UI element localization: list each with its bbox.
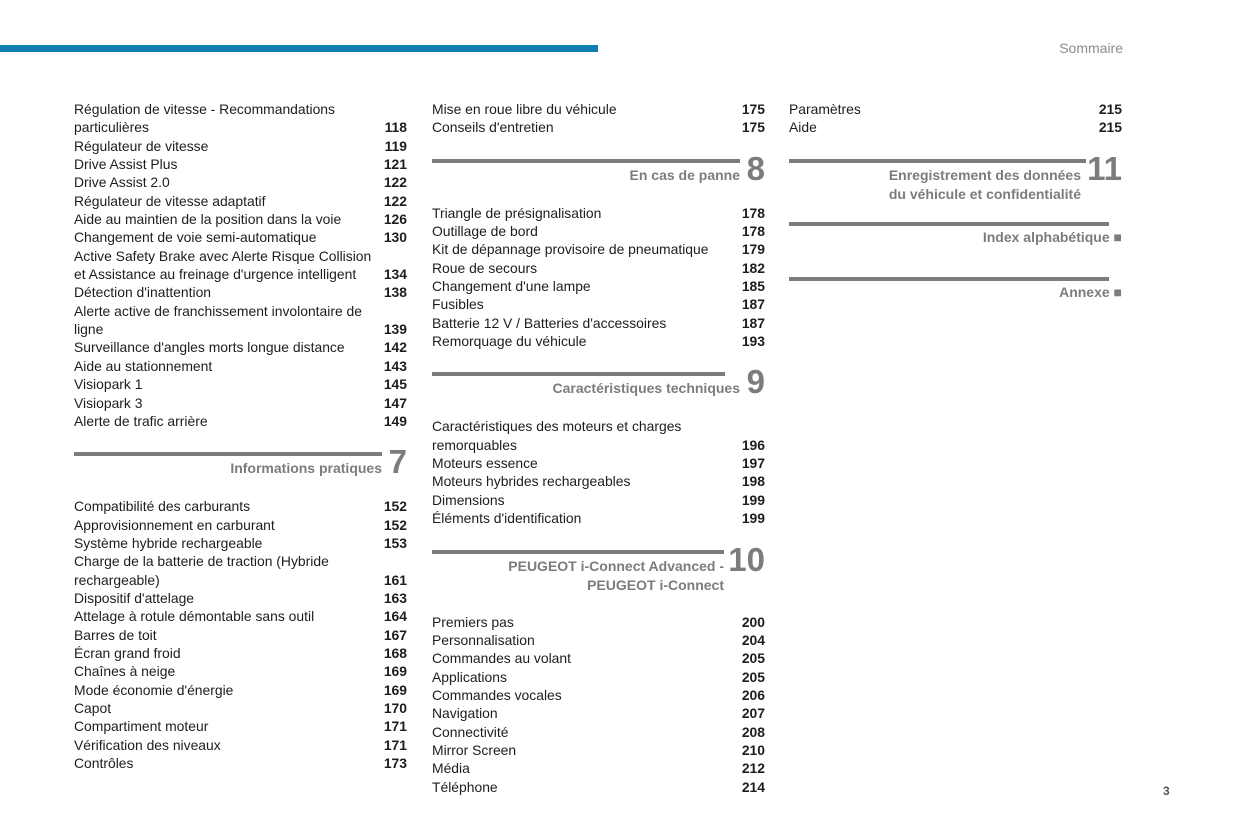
toc-entry-title: Navigation (432, 705, 498, 722)
toc-entry[interactable] (74, 717, 407, 735)
toc-entry[interactable] (74, 516, 407, 534)
toc-entry-title: Changement de voie semi-automatique (74, 229, 317, 246)
toc-entry[interactable] (432, 631, 765, 649)
section-number: 11 (1087, 149, 1122, 187)
toc-entry-title: Surveillance d'angles morts longue distance (74, 339, 345, 356)
toc-entry-title: Kit de dépannage provisoire de pneumatique (432, 241, 709, 258)
toc-entry-page: 122 (383, 192, 407, 209)
toc-entry-title: Compartiment moteur (74, 718, 209, 735)
section-divider (432, 372, 725, 376)
toc-entry-title: Charge de la batterie de traction (Hybride rechargeable) (74, 553, 329, 588)
toc-list (432, 613, 765, 796)
toc-entry-page: 164 (383, 608, 407, 625)
section-header-10 (432, 540, 765, 613)
toc-entry-page: 178 (741, 204, 765, 221)
toc-entry-page: 130 (383, 229, 407, 246)
toc-entry-title: Approvisionnement en carburant (74, 516, 275, 533)
toc-entry-title: Chaînes à neige (74, 663, 176, 680)
toc-entry-page: 198 (741, 473, 765, 490)
toc-entry-page: 212 (741, 760, 765, 777)
toc-entry-title: Mise en roue libre du véhicule (432, 101, 617, 117)
toc-list (74, 497, 407, 772)
toc-entry[interactable] (74, 137, 407, 155)
toc-entry[interactable] (74, 100, 407, 137)
toc-entry[interactable] (74, 589, 407, 607)
toc-entry-title: Batterie 12 V / Batteries d'accessoires (432, 314, 667, 331)
toc-entry-page: 134 (383, 266, 407, 283)
toc-entry-page: 215 (1098, 119, 1122, 136)
toc-entry-page: 175 (741, 119, 765, 136)
toc-entry-title: Moteurs hybrides rechargeables (432, 473, 631, 490)
toc-entry[interactable] (432, 118, 765, 136)
toc-entry[interactable] (74, 412, 407, 430)
toc-entry-page: 118 (384, 119, 407, 136)
toc-entry[interactable] (432, 686, 765, 704)
toc-entry-title: Régulation de vitesse - Recommandations particulières (74, 101, 335, 136)
toc-entry[interactable] (74, 173, 407, 191)
toc-entry-title: Premiers pas (432, 613, 514, 630)
toc-entry-page: 152 (383, 516, 407, 533)
toc-entry[interactable] (432, 509, 765, 527)
toc-entry-page: 168 (383, 644, 407, 661)
toc-entry[interactable] (74, 552, 407, 589)
toc-entry-title: Détection d'inattention (74, 284, 212, 301)
toc-entry-title: Remorquage du véhicule (432, 333, 587, 350)
toc-entry-page: 119 (384, 137, 407, 154)
toc-entry[interactable] (432, 100, 765, 118)
toc-entry-title: Téléphone (432, 778, 498, 795)
toc-entry[interactable] (432, 649, 765, 667)
toc-entry-page: 163 (383, 589, 407, 606)
toc-entry-page: 175 (741, 101, 765, 117)
toc-entry-title: Commandes au volant (432, 650, 571, 667)
toc-entry[interactable] (74, 228, 407, 246)
toc-entry-page: 169 (383, 663, 407, 680)
toc-entry-page: 171 (383, 736, 407, 753)
section-header-11 (789, 149, 1122, 222)
toc-list (432, 100, 765, 137)
toc-entry[interactable] (74, 192, 407, 210)
toc-entry[interactable] (74, 644, 407, 662)
toc-entry[interactable] (432, 723, 765, 741)
toc-entry-title: Connectivité (432, 723, 509, 740)
toc-column-1 (74, 100, 407, 772)
toc-entry-title: Compatibilité des carburants (74, 498, 251, 515)
toc-entry-title: Applications (432, 668, 507, 685)
toc-entry-title: Moteurs essence (432, 455, 538, 472)
toc-entry-page: 197 (741, 455, 765, 472)
section-label: Caractéristiques techniques (552, 380, 740, 397)
toc-entry-page: 171 (383, 718, 407, 735)
toc-entry[interactable] (74, 302, 407, 339)
section-header-index (789, 222, 1122, 268)
annexe-link[interactable]: Annexe ■ (1059, 283, 1122, 300)
toc-entry-page: 205 (741, 668, 765, 685)
toc-entry-title: Fusibles (432, 296, 484, 313)
toc-entry-page: 210 (741, 741, 765, 758)
section-divider (789, 159, 1086, 163)
toc-entry-page: 173 (383, 755, 407, 771)
toc-entry[interactable] (432, 222, 765, 240)
section-divider (789, 222, 1109, 226)
toc-entry-title: Alerte active de franchissement involontaire de ligne (74, 302, 363, 338)
top-accent-bar (0, 45, 598, 52)
toc-entry-page: 214 (741, 778, 765, 795)
section-header-annexe (789, 277, 1122, 323)
toc-entry-page: 187 (741, 314, 765, 331)
toc-entry[interactable] (432, 417, 765, 454)
toc-entry-title: Dimensions (432, 491, 505, 508)
toc-entry-page: 138 (383, 284, 407, 301)
toc-entry-page: 215 (1098, 101, 1122, 117)
toc-entry[interactable] (74, 681, 407, 699)
toc-entry[interactable] (432, 240, 765, 258)
toc-entry-page: 145 (383, 376, 407, 393)
toc-entry-title: Barres de toit (74, 626, 157, 643)
toc-entry[interactable] (432, 668, 765, 686)
section-number: 10 (728, 540, 765, 578)
toc-entry[interactable] (432, 741, 765, 759)
toc-entry-page: 205 (741, 650, 765, 667)
toc-entry[interactable] (432, 204, 765, 222)
toc-entry[interactable] (432, 704, 765, 722)
toc-entry[interactable] (432, 472, 765, 490)
toc-entry-title: Média (432, 760, 470, 777)
toc-entry-title: Drive Assist 2.0 (74, 174, 170, 191)
toc-entry[interactable] (74, 497, 407, 515)
toc-entry[interactable] (74, 338, 407, 356)
toc-entry-title: Roue de secours (432, 259, 538, 276)
toc-entry-title: Système hybride rechargeable (74, 534, 263, 551)
toc-entry-page: 122 (383, 174, 407, 191)
toc-entry[interactable] (74, 736, 407, 754)
toc-entry[interactable] (74, 357, 407, 375)
toc-entry-page: 161 (383, 571, 407, 588)
toc-column-2 (432, 100, 765, 796)
toc-entry-title: Aide (789, 119, 817, 136)
toc-entry[interactable] (74, 662, 407, 680)
toc-entry-page: 193 (741, 333, 765, 350)
toc-entry-title: Régulateur de vitesse adaptatif (74, 192, 266, 209)
toc-entry-page: 139 (383, 321, 407, 338)
toc-entry-page: 147 (383, 394, 407, 411)
toc-entry[interactable] (74, 283, 407, 301)
toc-entry[interactable] (432, 259, 765, 277)
toc-entry[interactable] (432, 295, 765, 313)
section-number: 9 (746, 363, 765, 401)
toc-entry-title: Vérification des niveaux (74, 736, 221, 753)
toc-entry-page: 170 (383, 699, 407, 716)
toc-entry[interactable] (74, 534, 407, 552)
toc-entry-title: Écran grand froid (74, 644, 181, 661)
toc-entry-title: Caractéristiques des moteurs et charges remorquables (432, 418, 682, 453)
toc-entry[interactable] (432, 454, 765, 472)
toc-entry[interactable] (432, 332, 765, 350)
toc-entry-page: 199 (741, 491, 765, 508)
toc-entry[interactable] (74, 607, 407, 625)
toc-entry[interactable] (74, 754, 407, 772)
index-link[interactable]: Index alphabétique ■ (982, 228, 1122, 245)
toc-entry-page: 204 (741, 631, 765, 648)
toc-entry-page: 207 (741, 705, 765, 722)
section-divider (74, 452, 382, 456)
section-label-line: PEUGEOT i-Connect Advanced - (508, 557, 724, 574)
toc-entry-title: Dispositif d'attelage (74, 589, 195, 606)
toc-entry-page: 208 (741, 723, 765, 740)
toc-entry[interactable] (74, 699, 407, 717)
toc-entry-title: Éléments d'identification (432, 510, 582, 527)
toc-list (789, 100, 1122, 137)
toc-entry[interactable] (74, 626, 407, 644)
toc-column-3 (789, 100, 1122, 323)
section-label: Informations pratiques (230, 460, 382, 477)
toc-entry-page: 196 (741, 436, 765, 453)
toc-entry-title: Attelage à rotule démontable sans outil (74, 608, 315, 625)
section-label-line: PEUGEOT i-Connect (587, 576, 724, 593)
toc-entry-page: 121 (383, 156, 407, 173)
section-label-line: du véhicule et confidentialité (888, 185, 1081, 202)
toc-entry[interactable] (432, 314, 765, 332)
toc-entry-page: 169 (383, 681, 407, 698)
section-divider (432, 159, 740, 163)
toc-entry-title: Drive Assist Plus (74, 156, 178, 173)
toc-entry-page: 206 (741, 686, 765, 703)
toc-entry-title: Capot (74, 699, 112, 716)
toc-entry-page: 153 (383, 534, 407, 551)
toc-list (432, 417, 765, 527)
toc-entry-page: 126 (383, 211, 407, 228)
toc-entry[interactable] (74, 210, 407, 228)
toc-entry[interactable] (789, 100, 1122, 118)
toc-entry-title: Aide au maintien de la position dans la voie (74, 211, 342, 228)
toc-entry[interactable] (74, 375, 407, 393)
page-title: Sommaire (1059, 40, 1123, 56)
page-number: 3 (1163, 784, 1170, 798)
toc-entry-page: 143 (383, 357, 407, 374)
toc-entry-title: Personnalisation (432, 631, 535, 648)
toc-entry-title: Outillage de bord (432, 223, 538, 240)
toc-entry-page: 167 (383, 626, 407, 643)
section-divider (789, 277, 1109, 281)
toc-entry[interactable] (74, 394, 407, 412)
toc-entry[interactable] (432, 759, 765, 777)
section-number: 7 (388, 443, 407, 481)
toc-entry-title: Régulateur de vitesse (74, 137, 209, 154)
toc-entry-title: Triangle de présignalisation (432, 204, 602, 221)
toc-entry-page: 149 (383, 412, 407, 429)
section-header-8 (432, 149, 765, 204)
toc-entry-title: Mirror Screen (432, 741, 517, 758)
section-divider (432, 550, 724, 554)
toc-entry[interactable] (789, 118, 1122, 136)
toc-entry-title: Commandes vocales (432, 686, 562, 703)
toc-entry-page: 200 (741, 613, 765, 630)
toc-entry-title: Visiopark 1 (74, 376, 143, 393)
section-label: En cas de panne (629, 166, 740, 183)
toc-entry-title: Aide au stationnement (74, 357, 213, 374)
toc-entry-page: 152 (383, 498, 407, 515)
toc-entry-page: 187 (741, 296, 765, 313)
toc-entry-title: Contrôles (74, 755, 134, 771)
section-label (508, 557, 724, 595)
toc-entry-page: 182 (741, 259, 765, 276)
toc-entry-page: 199 (741, 510, 765, 527)
toc-entry[interactable] (432, 491, 765, 509)
toc-entry-page: 179 (741, 241, 765, 258)
section-number: 8 (746, 149, 765, 187)
section-label-line: Enregistrement des données (888, 166, 1081, 183)
toc-list (432, 204, 765, 351)
section-header-9 (432, 363, 765, 417)
toc-entry-title: Paramètres (789, 101, 861, 117)
section-label (889, 166, 1081, 204)
toc-entry[interactable] (74, 155, 407, 173)
toc-entry[interactable] (432, 613, 765, 631)
toc-entry[interactable] (432, 778, 765, 796)
toc-entry-title: Alerte de trafic arrière (74, 412, 208, 429)
toc-entry-page: 142 (383, 339, 407, 356)
toc-list (74, 100, 407, 430)
toc-entry[interactable] (74, 247, 407, 284)
toc-entry-title: Visiopark 3 (74, 394, 143, 411)
toc-entry-title: Changement d'une lampe (432, 278, 591, 295)
toc-entry-title: Active Safety Brake avec Alerte Risque Collision et Assistance au freinage d'urgence intelligent (74, 247, 372, 283)
toc-entry-page: 185 (741, 278, 765, 295)
toc-entry-page: 178 (741, 223, 765, 240)
toc-entry-title: Conseils d'entretien (432, 119, 554, 136)
toc-entry[interactable] (432, 277, 765, 295)
toc-entry-title: Mode économie d'énergie (74, 681, 234, 698)
section-header-7 (74, 443, 407, 497)
